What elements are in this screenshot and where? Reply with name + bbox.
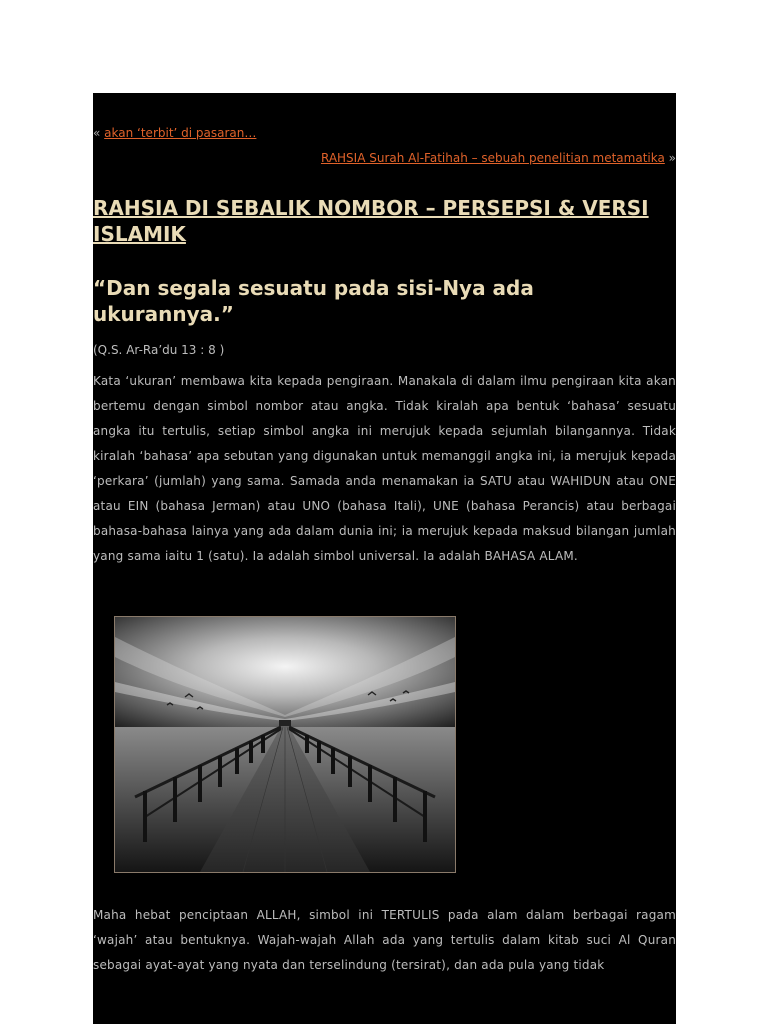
next-post-link[interactable]: RAHSIA Surah Al-Fatihah – sebuah penelitian metamatika: [320, 151, 665, 165]
previous-post-link[interactable]: akan ‘terbit’ di pasaran…: [104, 126, 257, 140]
body-paragraph: Kata ‘ukuran’ membawa kita kepada pengiraan. Manakala di dalam ilmu pengiraan kita akan bertemu dengan simbol nombor atau angka. Tidak kiralah apa bentuk ‘bahasa’ sesuatu angka itu tertulis, setiap simbol angka ini merujuk kepada sejumlah bilangannya. Tidak kiralah ‘bahasa’ apa sebutan yang digunakan untuk memanggil angka ini, ia merujuk kepada ‘perkara’ (jumlah) yang sama. Samada anda menamakan ia SATU atau WAHIDUN atau ONE atau EIN (bahasa Jerman) atau UNO (bahasa Itali), UNE (bahasa Perancis) atau berbagai bahasa-bahasa lainya yang ada dalam dunia ini; ia merujuk kepada maksud bilangan jumlah yang sama iaitu 1 (satu). Ia adalah simbol universal. Ia adalah BAHASA ALAM.: [93, 374, 676, 563]
next-post-nav: [321, 151, 676, 165]
quote-reference: (Q.S. Ar-Ra’du 13 : 8 ): [93, 343, 225, 357]
post-title[interactable]: RAHSIA DI SEBALIK NOMBOR – PERSEPSI & VERSI ISLAMIK: [93, 196, 649, 246]
body-paragraph: Maha hebat penciptaan ALLAH, simbol ini TERTULIS pada alam dalam berbagai ragam ‘wajah’ atau bentuknya. Wajah-wajah Allah ada yang tertulis dalam kitab suci Al Quran sebagai ayat-ayat yang nyata dan terselindung (tersirat), dan ada pula yang tidak: [93, 908, 676, 972]
next-marker: »: [668, 151, 676, 165]
previous-post-nav: [93, 126, 256, 140]
quran-quote: “Dan segala sesuatu pada sisi-Nya ada ukurannya.”: [93, 276, 534, 326]
post-page: [93, 93, 676, 1024]
pier-photo-graphic: [115, 617, 455, 872]
pier-photo: [114, 616, 456, 873]
previous-marker: «: [93, 126, 101, 140]
